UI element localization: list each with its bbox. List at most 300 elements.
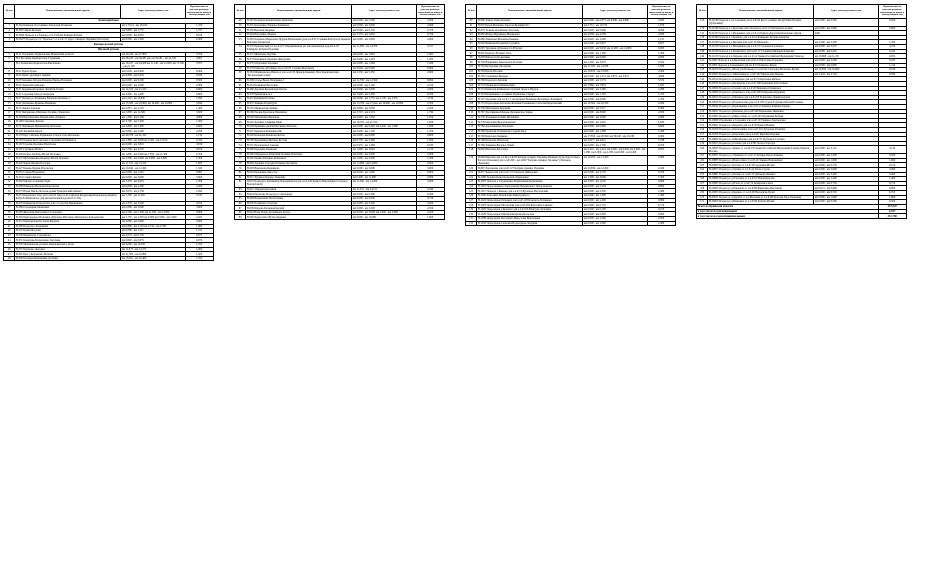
row-number: 95 [466, 42, 477, 47]
road-length: 1,000 [416, 124, 444, 129]
road-section-address: км 10,650 - км 10,660 [814, 68, 878, 73]
road-section-address: км 0,000 - км 3,000 [121, 175, 185, 180]
road-length: 2,286 [647, 88, 675, 93]
road-name: Н-274 Бараевское Усье для а.п.Р-95 Одесса-Российской Федерации-Пиндернурд-Брянск-Боброба-Ивановское для автомобильной дороги Р-51 III) [15, 193, 121, 201]
row-number: 79 [235, 166, 246, 171]
road-section-address: км 10,659 - км 12,200 [583, 166, 647, 171]
row-number: 116 [466, 138, 477, 143]
road-section-address: км 0,000 - км 1,300 [583, 51, 647, 56]
row-number: 36 [4, 201, 15, 206]
road-name: Н-344 Каменец-Тросьинино-Заводская-Полковая [15, 24, 121, 29]
road-name: Н-466 Деревня-Бродинская-Понты [246, 87, 352, 92]
road-length: 0,760 [416, 92, 444, 97]
row-number: 106 [466, 92, 477, 97]
road-name: Н-167 Горелая-Орелина-Предболье [15, 143, 121, 148]
road-name: Н-5 Хохановка-Раднобобок-Выселково [15, 61, 121, 69]
road-length: 0,710 [647, 203, 675, 208]
road-length: 0,897 [185, 170, 213, 175]
road-length: 1,631 [647, 83, 675, 88]
road-name: Н-680 Жабер-Муравьева-Мешковато [477, 32, 583, 37]
road-length: 1,300 [185, 157, 213, 162]
road-name: Н-20-99 Подъезд к а.п.Середина для а.п.Р-94 Брест-граница Республики Польша (Дубровица) [708, 19, 814, 27]
road-length: 1,695 [185, 189, 213, 194]
column-header: Адрес участка ремонта, км [121, 5, 185, 19]
row-number: 13 [4, 92, 15, 97]
road-length: 2,000 [416, 23, 444, 28]
road-name: Н-31 Бердянка-Порожки-Любятин-Халин [15, 87, 121, 92]
row-number: 113 [466, 125, 477, 130]
row-number: 89 [235, 215, 246, 220]
road-name: Н-22 Кулиг-урочище Семашко [15, 74, 121, 79]
road-section-address: км 3,800 - км 14,500 [121, 110, 185, 115]
road-section-address: км 11,200 - км 14,200 [352, 180, 416, 188]
road-length: 1,065 [416, 52, 444, 57]
road-length: 2,500 [416, 206, 444, 211]
road-length: 1,320 [185, 166, 213, 171]
road-name: Н-616 Бранковка-Замостье [246, 170, 352, 175]
road-name: Н-743 Безпрамная-с.л.Самика-Радионово-Сорнух [477, 92, 583, 97]
road-length: 1,095 [185, 97, 213, 102]
roads-table [696, 4, 907, 219]
row-number: 139 [697, 49, 708, 54]
road-name: Н-62 Мещановка-Шиповка-Телейко-Луковская [15, 110, 121, 115]
row-number: 67 [235, 111, 246, 116]
road-section-address: км 0,000 - км 5,574 [583, 78, 647, 83]
road-name: Н-619 Подъезд к Хомлиничу-Бородинской (для а.п.Р-100 Брянск-Новозыбков-Сельское-Вонлюбовой) [246, 180, 352, 188]
road-length: 1,500 [647, 175, 675, 180]
row-number: 62 [235, 87, 246, 92]
road-section-address: км 0,000 - км 9,930; км 11,000 - км 14,800 [583, 46, 647, 51]
row-number: 141 [697, 58, 708, 63]
row-number: 145 [697, 77, 708, 82]
road-section-address: км 0,000 - км 1,400 [814, 177, 878, 182]
column-header: Протяженность участка ремонта, подлежащего вводу в эксплуатацию, км [185, 5, 213, 19]
road-length: 2,200 [416, 210, 444, 215]
road-name: Н-20479 Подъезд к д.Воля для Белькова от а.п.Р-92 Слободка-Воленово-Бубны [708, 68, 814, 73]
road-length: 0,500 [878, 200, 906, 205]
road-length: 3,400 [878, 172, 906, 177]
road-length: 2,200 [185, 184, 213, 189]
road-name: Н-262 Кирово-Сорошки-Торм [15, 180, 121, 185]
road-name: Н-20709 Подъезд к д.Березовка для а.п.Р-65 Жуковка-Боровка [708, 132, 814, 137]
columns-container [3, 4, 924, 261]
column-header: Наименование автомобильной дороги [15, 5, 121, 19]
road-name: Н-20691 Подъезд к д.Карачев для а.п.Р-50 Брянск-Нежин [708, 123, 814, 128]
road-length: 0,750 [416, 28, 444, 33]
road-length: 2,500 [416, 101, 444, 106]
row-number: 92 [466, 28, 477, 33]
row-number: 122 [466, 175, 477, 180]
road-section-address: км 0,000 - км 0,900 [352, 66, 416, 71]
road-length: 3,700 [185, 52, 213, 57]
row-number: 50 [235, 23, 246, 28]
road-name: Н-44 Дагановка-Кужевка-Иванково [15, 101, 121, 106]
road-name: Н-20911 Подъезд к д.Дружба от а.п.Мельник от а.п.Р-98 Красная Гора-Гордеевка [708, 195, 814, 200]
road-section-address: км 0,000 - км 3,000; км 3,000 - км 5,000 [352, 210, 416, 215]
road-section-address: км 0,000 - км 2,350 [583, 189, 647, 194]
road-section-address: км 2,800 - км 3,400 [121, 124, 185, 129]
road-length: 0,880 [647, 180, 675, 185]
road-name: Н-373 Каргияков-Держава-Дмитровка [246, 57, 352, 62]
road-section-address: км 3,700 - км 4,570 [121, 147, 185, 152]
road-length: 0,800 [647, 198, 675, 203]
road-name: Н-339 Мешнинская-уровень Барановичского уезда [15, 242, 121, 247]
road-section-address: км 1,000 - км 2,400 [352, 157, 416, 162]
road-section-address: км 0,000 - км 2,000 [814, 167, 878, 172]
road-section-address: км 0,000 - км 0,800 [352, 134, 416, 139]
road-section-address: км 11,725 - км 13,550 [121, 161, 185, 166]
row-number: 157 [697, 132, 708, 137]
road-length: 1,000 [185, 247, 213, 252]
row-number: 65 [235, 101, 246, 106]
table-row [235, 215, 445, 220]
road-name: Н-20881 Подъезд к д.Белица от а.п.Р-55 Дятьково-Фокино [708, 172, 814, 177]
row-number: 23 [4, 138, 15, 143]
road-length: 1,250 [416, 115, 444, 120]
roads-table [465, 4, 676, 226]
road-length: 2,000 [416, 175, 444, 180]
road-section-address: км 1,600 - км 3,002 [352, 147, 416, 152]
table-row [466, 155, 676, 166]
road-section-address: км 16,500 - км 16,764 [583, 101, 647, 106]
road-length: 1,600 [416, 215, 444, 220]
road-section-address: км 0,000 - км 2,190 [352, 83, 416, 88]
road-name: Н-522 Долгинь-Схимник-Брив [246, 120, 352, 125]
road-section-address: км 36,010 - км 39,281 км; км 39,281 - км 43,740 [121, 57, 185, 62]
road-section-address: км 0,000 - км 2,286 [583, 88, 647, 93]
road-length: 0,900 [416, 66, 444, 71]
section-heading: Ленинградская [4, 19, 214, 24]
row-number: 8 [4, 69, 15, 74]
road-name: Н-384 Мешиновское-Виноход для а.п.Р-95 Брянск-Каменец-Пластиновский мир-"Бесконечные точки" [246, 71, 352, 79]
road-name: Н-527 Барнокон-Рощаница-Ив [246, 129, 352, 134]
table-column [3, 4, 231, 261]
road-name: Н-2 Бугорица-Криворотово-Старжевка [15, 57, 121, 62]
road-name: Н-700 Нащишино-Кокольское-Рогачки [477, 60, 583, 65]
road-section-address: км 0,800 - км 1,600 [121, 92, 185, 97]
road-name: Н-306 Подъезд к Делюкиню [15, 224, 121, 229]
road-name: Н-686 Лимонова-Мошенка-Рокиева [477, 37, 583, 42]
road-name: Н-695 Трудовик-Дубровка-Сх-Юточня [477, 46, 583, 51]
road-section-address: км 0,000 - км 6,702 [814, 190, 878, 195]
row-number: 19 [4, 120, 15, 125]
row-number: 168 [697, 186, 708, 191]
road-name: Н-376 Обруновка-Терешки [246, 61, 352, 66]
row-number: 118 [466, 148, 477, 156]
row-number: 98 [466, 55, 477, 60]
road-name: Н-20651 Подъезд к д.Бахмана для а.п.Р-240 Корюковка-Ивановка [708, 109, 814, 114]
road-section-address: км 0,000 - км 2,000 [121, 83, 185, 88]
road-length: 2,000 [416, 37, 444, 45]
road-section-address: км 0,800 - км 3,000 [352, 106, 416, 111]
road-section-address: км 19,355 - км 21,550 [352, 120, 416, 125]
table-row [4, 61, 214, 69]
road-section-address: км 15,500 - км 16,900; км 19,400 - км 20,900 [121, 101, 185, 106]
road-name: Н-692 Нижнева-Больничка-Сурмиль [477, 42, 583, 47]
road-length: 3,810 [185, 143, 213, 148]
road-length: 3,000 [185, 206, 213, 211]
table-column [234, 4, 462, 220]
road-length: 0,855 [647, 148, 675, 156]
road-name: Н-21 Бурец-Чурек [15, 69, 121, 74]
road-name: Н-37 Подъезд к Тегниевич Баранова-Куличке-2 [15, 97, 121, 102]
road-name: Н-20642 Подъезд к д.Крапивница для а.п.Р-12 Бежица-Клинцы-Зарецк [708, 104, 814, 109]
road-name: Н-799 Заникова-Василье-Лукей [477, 143, 583, 148]
road-section-address: км 0,000 - км 1,600 [814, 195, 878, 200]
column-header: Наименование автомобильной дороги [708, 5, 814, 19]
roads-table [3, 4, 214, 261]
road-length: 0,870 [185, 147, 213, 152]
road-name: Н-32 Садовник-Запад-Скиндерня [15, 92, 121, 97]
column-header: Адрес участка ремонта, км [583, 5, 647, 19]
road-name: Н-20900 Подъезд к д.Рековичи от а.п.Р-88 Жирятино-Выгоничи [708, 186, 814, 191]
road-length: 2,050 [647, 111, 675, 116]
row-number: 83 [235, 187, 246, 192]
road-name: Н-555 Мичковская-Ленино [246, 106, 352, 111]
road-name: Н-603 Варенцова-Берникова [246, 166, 352, 171]
row-number: 18 [4, 115, 15, 120]
road-length: 0,700 [647, 170, 675, 175]
road-name: Н-670 Белов-Мошенка-Тарасов-Великий Лес [477, 23, 583, 28]
row-number: 76 [235, 152, 246, 157]
road-length: 0,600 [185, 124, 213, 129]
road-length: 1,757 [185, 28, 213, 33]
road-length: 1,930 [647, 65, 675, 70]
road-section-address: км 3,155 - км 3,832 [352, 32, 416, 37]
road-length: 4,801 [185, 57, 213, 62]
roads-table [234, 4, 445, 220]
row-number: 100 [466, 65, 477, 70]
road-name: Н-454 Калинина-Выселков [246, 83, 352, 88]
road-length: 0,800 [416, 78, 444, 83]
road-name: Н-796 Косилова-Панолохи [477, 138, 583, 143]
road-section-address: км 0,000 - км 0,500 [814, 200, 878, 205]
road-length: 2,000 [416, 152, 444, 157]
road-length: 1,080 [647, 189, 675, 194]
road-section-address: км 2,710,4 - км 18,104 [121, 24, 185, 29]
road-section-address: км 1,500 - км 3,000 [583, 175, 647, 180]
road-section-address: км 0,000 - км 0,500 [814, 19, 878, 27]
road-name: Н-3694 Подъезд к д.Зарячье от п.13-й Км Клинцы-Бобрик [15, 33, 121, 38]
table-row [235, 45, 445, 53]
road-section-address: км 0,000 - км 1,211 [121, 229, 185, 234]
road-name: Н-345 Брест-Колбаново-Васюни [15, 252, 121, 257]
road-section-address: км 15,051 - км 16,404 [121, 256, 185, 261]
road-section-address: км 2,550 - км 5,350 [352, 71, 416, 79]
road-section-address: км 0,000 - км 3,110 [814, 146, 878, 154]
row-number: 109 [466, 106, 477, 111]
road-name: Н-20630 Подъезд к д.Подмасловка для а.п.Р-185 Сураж-Горбовка-Малая Потепень [708, 100, 814, 105]
road-name: Н-263 Железная-Выстранка-Столоновка [15, 210, 121, 215]
row-number: 2 [4, 28, 15, 33]
road-section-address: км 10,942 - км 12,262 [121, 166, 185, 171]
row-number: 72 [235, 134, 246, 139]
row-number: 160 [697, 146, 708, 154]
row-number: 40 [4, 219, 15, 224]
row-number: 170 [697, 195, 708, 200]
road-length: 0,900 [185, 87, 213, 92]
row-number: 101 [466, 69, 477, 74]
road-length: 1,794 [416, 111, 444, 116]
road-length: 1,950 [416, 138, 444, 143]
road-length: 0,500 [647, 217, 675, 222]
row-number: 10 [4, 78, 15, 83]
road-length: 0,800 [647, 212, 675, 217]
road-section-address: км 0,020 - км 0,990 [583, 28, 647, 33]
road-name: Н-776 Затенькая-Лотвин-Прошнино [477, 115, 583, 120]
road-section-address: км 0,000 - км 3,200 [352, 201, 416, 206]
row-number: 111 [466, 115, 477, 120]
road-section-address: км 0,000 - км 9,500 [121, 78, 185, 83]
road-length: 6,095 [647, 46, 675, 51]
road-name: Н-26473 Подъезд к с/х "Красное" от н.п.Р-17 адрес с.Кирилл Чернявка (Поселок) [15, 37, 121, 42]
road-section-address: км 0,000 - км 1,225 [121, 170, 185, 175]
column-header: № п/п [4, 5, 15, 19]
road-length: 0,920 [416, 161, 444, 166]
road-length: 0,500 [878, 19, 906, 27]
table-row [4, 256, 214, 261]
row-number: 5 [4, 52, 15, 57]
road-name: Н-326 Шапковско-Старожилое [15, 233, 121, 238]
road-section-address: км 0,000 - км 3,810 [121, 143, 185, 148]
road-length: 0,900 [647, 55, 675, 60]
row-number: 43 [4, 233, 15, 238]
road-length: 2,000 [185, 83, 213, 88]
row-number: 59 [235, 71, 246, 79]
road-name: Н-20-93 Подъезд к д.Мельников для а.п.Р-15 Стражева-Гдовского [708, 45, 814, 50]
road-name: Н-20-87 Подъезд к с.Мельников для а.п.Р-15 Брянск-Дорогичи-Коваленко Дарли [708, 31, 814, 36]
road-section-address: км 3,627 - км 4,815 [583, 138, 647, 143]
road-length: 2,000 [647, 115, 675, 120]
row-number: 52 [235, 32, 246, 37]
road-length: 1,960 [185, 224, 213, 229]
road-name: Н-29 Лукин-Бесданелька [15, 83, 121, 88]
road-length: 2,000 [416, 87, 444, 92]
row-number: 147 [697, 86, 708, 91]
totals-value: 331,700 [878, 214, 906, 219]
road-length: 2,190 [416, 97, 444, 102]
road-name: Н-20510 Подъезд к д.Свиридов для а.п.Р-75 Березовка-Рыбное [708, 77, 814, 82]
road-section-address: км 0,000 - км 16,000 [352, 215, 416, 220]
road-length: 3,500 [878, 154, 906, 159]
road-section-address: км 0,000 - км 1,065 [352, 52, 416, 57]
road-length: 1,763 [647, 92, 675, 97]
road-name: Н-351 Казаченые-Умерцы-Занчикова [246, 23, 352, 28]
road-name: Н-1007 Подъезд к п.Грянченку-Карибенный-Кармаковка [477, 180, 583, 185]
row-number: 55 [235, 52, 246, 57]
road-length: 1,188 [647, 138, 675, 143]
road-name: Н-560 Бородина-Казиново [246, 147, 352, 152]
row-number: 153 [697, 114, 708, 119]
road-section-address: km0 [814, 31, 878, 36]
road-name: Н-621 Марьина-Красивая [246, 187, 352, 192]
row-number: 9 [4, 74, 15, 79]
road-name: Н-1029 Подъездные Михайловка-Комсомольская [477, 212, 583, 217]
road-section-address: км 2,815 - км 4,125 [121, 106, 185, 111]
road-section-address: км 3,470 - км 4,670 [121, 180, 185, 185]
row-number: 121 [466, 170, 477, 175]
road-name: Н-699 Виноград-Большевик [477, 55, 583, 60]
road-length: 0,150 [878, 163, 906, 168]
road-length: 1,211 [185, 229, 213, 234]
road-section-address: км 0,000 - км 1,300 [583, 193, 647, 198]
row-number: 66 [235, 106, 246, 111]
road-name: Н-20923 Подъезд к д.Ивановка от а.п.Р-99 Клетня-Мглин [708, 200, 814, 205]
road-length: 1,300 [647, 51, 675, 56]
row-number: 163 [697, 163, 708, 168]
road-length: 1,400 [185, 106, 213, 111]
road-name: Н-1000 Зеловка-Комсомольская-Ларионовка [477, 175, 583, 180]
road-length: 2,452 [185, 215, 213, 220]
road-section-address: км 0,000 - км 1,000 [583, 221, 647, 226]
row-number: 171 [697, 200, 708, 205]
row-number: 165 [697, 172, 708, 177]
road-name: Н-538 Черхавинка-Щебено-Костин [246, 138, 352, 143]
row-number: 45 [4, 242, 15, 247]
road-section-address: км 0,000 - км 1,800 [814, 158, 878, 163]
road-section-address: км 0,000 - км 0,800 [583, 212, 647, 217]
row-number: 124 [466, 184, 477, 189]
road-name: Н-310 Крани-Ястрова [15, 229, 121, 234]
row-number: 33 [4, 184, 15, 189]
row-number: 39 [4, 215, 15, 220]
row-number: 84 [235, 192, 246, 197]
road-name: Н-20800 Подъезд к д.Михайловка для а.п.Р-70 Трубчевск-Суземка [708, 137, 814, 142]
totals-label: Всего по Брянской области [697, 204, 879, 209]
road-section-address: км 10,870 - км 13,643 [583, 69, 647, 74]
road-section-address: км 0,075 - км 0,750 [121, 233, 185, 238]
road-section-address: км 11,700 - км 12,500 [352, 78, 416, 83]
road-name: Н-226 Череп-Яновка-Поселок [15, 161, 121, 166]
road-length: 0,435 [878, 49, 906, 54]
road-name: Н-520 Малишевка-Васильев [246, 115, 352, 120]
row-number: 44 [4, 238, 15, 243]
road-length: 3,270 [878, 45, 906, 50]
road-length: 0,700 [416, 32, 444, 37]
road-section-address: км 6,751 - км 10,723 [583, 23, 647, 28]
road-name: Н-20877 Подъезд к д.Лужки от а.п.Р-44 Унеча-Сураж [708, 167, 814, 172]
road-length: 2,190 [416, 83, 444, 88]
row-number: 97 [466, 51, 477, 56]
table-row [235, 180, 445, 188]
road-length: 1,147 [647, 37, 675, 42]
road-length: 9,900 [185, 69, 213, 74]
road-section-address: км 0,000 - км 2,000 [352, 152, 416, 157]
road-length: 2,350 [185, 138, 213, 143]
road-length: 1,700 [647, 97, 675, 102]
road-name: Н-268 Никаново-Вьюнова-Бересветье [15, 184, 121, 189]
road-name: Н-617 Дружное-Корево-Завернян [246, 175, 352, 180]
road-section-address: км 1,340 - км 3,670 [583, 60, 647, 65]
road-section-address: км 0,000 - км 0,750 [814, 181, 878, 186]
road-section-address: км 0,000 - км 0,600 [583, 125, 647, 130]
road-name: Н-304 Пригородное-Возновка-Дубровка-Матоваца-Дмитровец-Домодавочки [15, 215, 121, 220]
road-section-address: км 3,055 - км 4,758 [121, 189, 185, 194]
row-number: 104 [466, 83, 477, 88]
row-number: 48 [4, 256, 15, 261]
row-number: 1 [4, 24, 15, 29]
road-section-address: км 3,204 - км 3,704 [814, 72, 878, 77]
road-section-address: км 0,000 - км 1,700 [352, 129, 416, 134]
column-header: Адрес участка ремонта, км [352, 5, 416, 19]
road-section-address: км 0,000 - км 1,200 [583, 217, 647, 222]
road-name: Н-167 Глушково-Вятич [15, 147, 121, 152]
road-length: 0,990 [647, 28, 675, 33]
road-section-address: км 3,700 - км 5,200 [121, 120, 185, 125]
row-number: 136 [697, 35, 708, 40]
row-number: 26 [4, 152, 15, 157]
road-length: 2,290 [185, 129, 213, 134]
